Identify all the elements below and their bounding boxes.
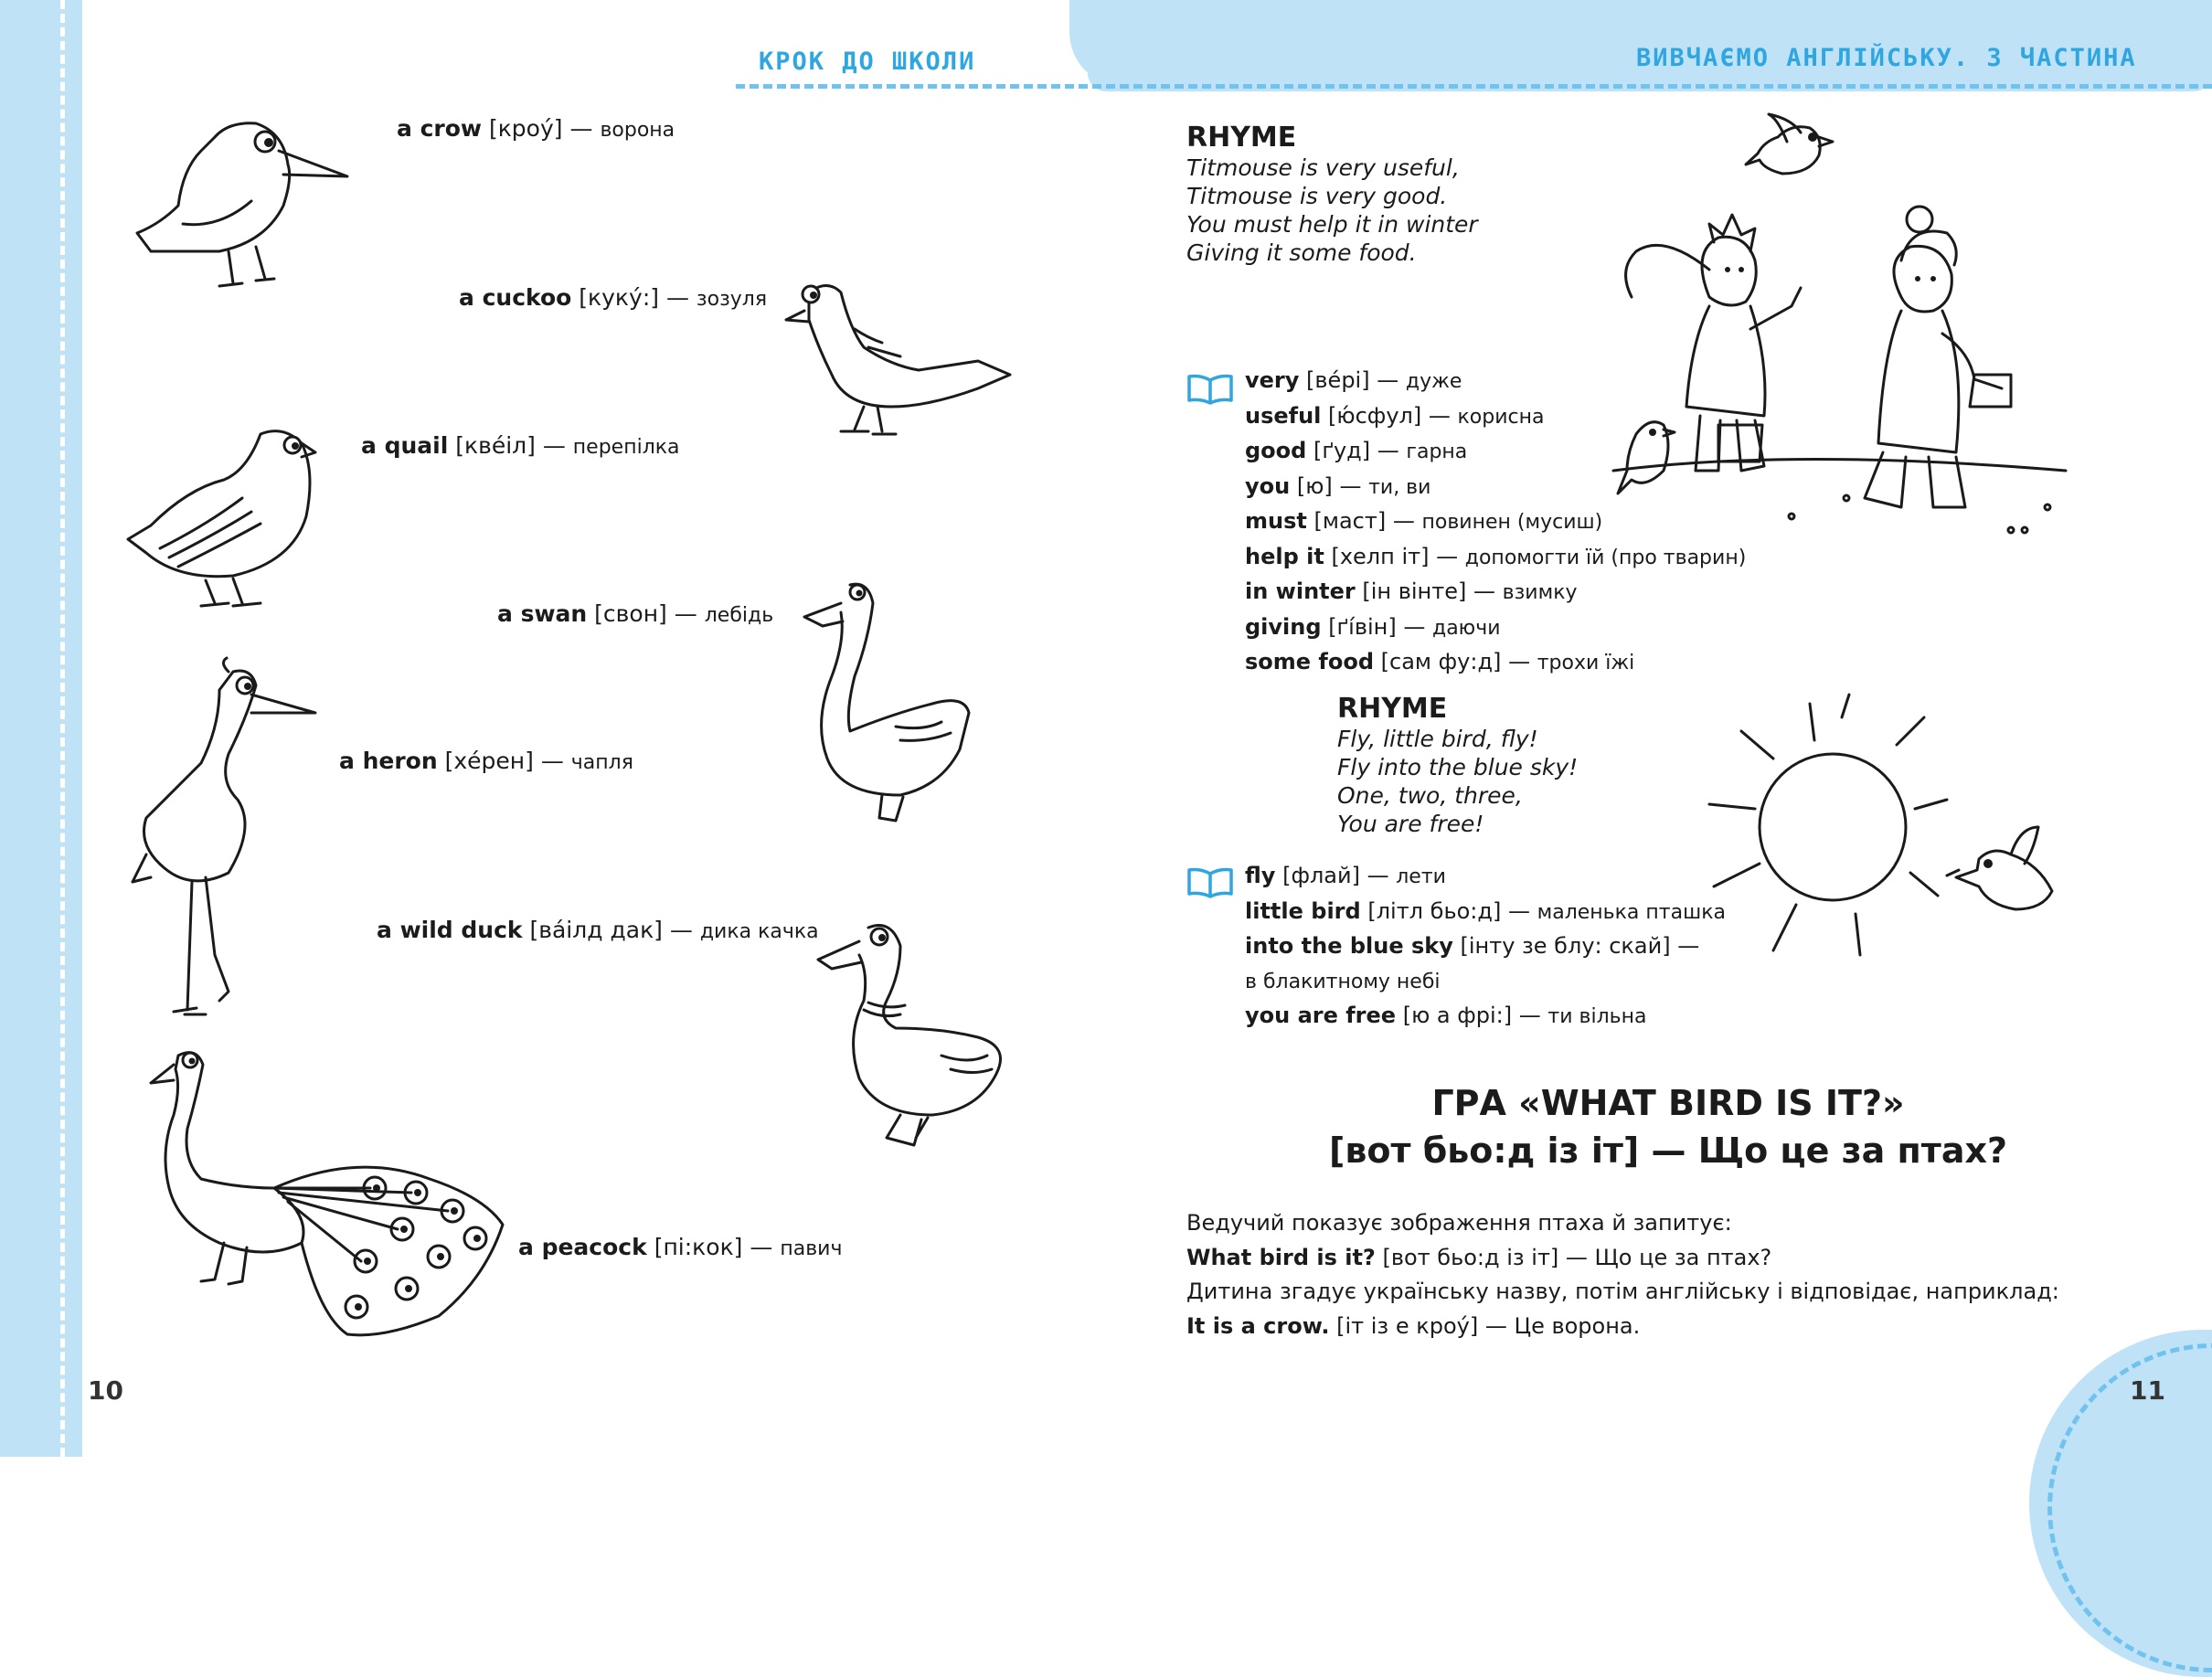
- rhyme1-line: You must help it in winter: [1186, 211, 1478, 238]
- vocab-item: [1245, 999, 1726, 1035]
- bird-transcription: [квéіл]: [455, 432, 536, 459]
- vocab-translation: маленька пташка: [1537, 900, 1726, 924]
- vocab-translation: в блакитному небі: [1245, 970, 1441, 993]
- bird-entry-wild-duck: [377, 917, 819, 943]
- rhyme2-text: [1337, 725, 1578, 838]
- vocab-transcription: [маст]: [1313, 508, 1387, 534]
- bird-entry-quail: [361, 432, 680, 459]
- dash: —: [1392, 508, 1415, 534]
- bird-word: a crow: [397, 115, 482, 142]
- vocab-translation: даючи: [1431, 616, 1501, 640]
- vocab-transcription: [ґуд]: [1313, 438, 1371, 463]
- swan-illustration: [795, 576, 978, 823]
- quail-illustration: [123, 416, 334, 608]
- game-line-4: [1186, 1310, 2059, 1344]
- vocab-transcription: [ю а фрі:]: [1402, 1003, 1513, 1028]
- bird-transcription: [свон]: [594, 600, 667, 627]
- bird-word: a peacock: [518, 1234, 647, 1260]
- vocab-word: good: [1245, 438, 1307, 463]
- dash: —: [1518, 1003, 1541, 1028]
- open-book-icon: [1186, 866, 1234, 899]
- vocab-word: you are free: [1245, 1003, 1397, 1028]
- left-border-decoration: [0, 0, 82, 1457]
- vocab-word: must: [1245, 508, 1307, 534]
- dash: —: [1473, 578, 1495, 604]
- vocab-item-continuation: [1245, 964, 1726, 1000]
- game-answer-translation: [іт із е кроу́] — Це ворона.: [1329, 1312, 1641, 1339]
- dash: —: [1436, 543, 1459, 569]
- game-subtitle: [вот бьо:д із іт] — Що це за птах?: [1328, 1130, 2008, 1171]
- vocab2-list: [1245, 859, 1726, 1035]
- game-title: ГРА «WHAT BIRD IS IT?»: [1431, 1083, 1905, 1123]
- vocab-item: [1245, 859, 1726, 895]
- dash: —: [1339, 472, 1362, 499]
- header-left-title: КРОК ДО ШКОЛИ: [759, 48, 976, 76]
- vocab-item: [1245, 895, 1726, 930]
- vocab-transcription: [інту зе блу: скай]: [1460, 933, 1671, 959]
- vocab-translation: повинен (мусиш): [1421, 511, 1603, 534]
- flying-bird-illustration: [1741, 110, 1842, 187]
- bird-word: a wild duck: [377, 917, 523, 943]
- vocab-word: into the blue sky: [1245, 933, 1453, 959]
- rhyme2-title: RHYME: [1337, 693, 1448, 725]
- dash: —: [669, 917, 693, 943]
- bird-transcription: [вáілд дак]: [529, 917, 663, 943]
- crow-illustration: [128, 114, 356, 297]
- rhyme1-line: Titmouse is very good.: [1186, 183, 1448, 209]
- bird-transcription: [кроу́]: [488, 115, 563, 142]
- vocab-word: very: [1245, 367, 1300, 393]
- dash: —: [542, 432, 566, 459]
- bird-word: a swan: [497, 600, 588, 627]
- vocab-word: giving: [1245, 613, 1322, 640]
- dash: —: [540, 748, 564, 774]
- rhyme1-text: [1186, 154, 1478, 267]
- bird-entry-peacock: [518, 1234, 842, 1260]
- vocab-translation: гарна: [1406, 440, 1468, 463]
- open-book-icon: [1186, 373, 1234, 406]
- bird-word: a quail: [361, 432, 449, 459]
- dash: —: [1507, 897, 1530, 924]
- vocab-word: some food: [1245, 649, 1375, 674]
- peacock-illustration: [137, 1042, 521, 1343]
- bird-translation: ворона: [600, 119, 675, 142]
- heron-illustration: [128, 663, 320, 1014]
- bird-translation: лебідь: [704, 604, 774, 627]
- vocab-transcription: [хелп іт]: [1331, 543, 1430, 569]
- top-dashed-line: [736, 84, 2212, 89]
- dash: —: [750, 1234, 773, 1260]
- cuckoo-illustration: [782, 274, 1019, 457]
- vocab-translation: ти вільна: [1547, 1005, 1647, 1028]
- bird-transcription: [куку́:]: [579, 284, 660, 311]
- dash: —: [1508, 649, 1531, 674]
- vocab-transcription: [сам фу:д]: [1380, 649, 1502, 674]
- wild-duck-illustration: [814, 918, 1015, 1147]
- vocab-transcription: [вéрі]: [1306, 367, 1370, 393]
- bird-translation: зозуля: [696, 288, 768, 311]
- rhyme1-line: Giving it some food.: [1186, 239, 1417, 266]
- sun-illustration: [1705, 690, 1951, 964]
- vocab-transcription: [ґíвін]: [1328, 613, 1397, 640]
- bird-entry-cuckoo: [459, 284, 767, 311]
- rhyme2-line: Fly into the blue sky!: [1337, 754, 1579, 780]
- bird-translation: перепілка: [572, 436, 680, 459]
- rhyme2-line: Fly, little bird, fly!: [1337, 726, 1538, 752]
- bird-translation: дика качка: [699, 920, 819, 943]
- game-line-2: [1186, 1241, 2059, 1276]
- vocab-translation: ти, ви: [1368, 475, 1431, 499]
- bird-entry-crow: [397, 115, 675, 142]
- bird-transcription: [пі:кок]: [654, 1234, 743, 1260]
- left-border-dashes: [60, 0, 65, 1457]
- game-question: What bird is it?: [1186, 1244, 1376, 1270]
- dash: —: [1403, 613, 1426, 640]
- page-number-left: 10: [88, 1375, 123, 1406]
- dash: —: [1428, 402, 1451, 429]
- vocab-translation: корисна: [1457, 405, 1545, 429]
- vocab-translation: лети: [1396, 865, 1446, 888]
- vocab-translation: трохи їжі: [1537, 652, 1635, 674]
- dash: —: [674, 600, 697, 627]
- header-right-title: ВИВЧАЄМО АНГЛІЙСЬКУ. 3 ЧАСТИНА: [1636, 44, 2137, 72]
- vocab-word: little bird: [1245, 897, 1361, 924]
- children-feeding-birds-illustration: [1609, 196, 2093, 544]
- dash: —: [665, 284, 689, 311]
- vocab-transcription: [ю]: [1296, 472, 1333, 499]
- vocab-item: [1245, 929, 1726, 964]
- vocab-word: in winter: [1245, 578, 1356, 604]
- vocab-item: [1245, 575, 1746, 610]
- bird-near-sun-illustration: [1951, 823, 2070, 918]
- page-number-right: 11: [2130, 1375, 2165, 1406]
- game-instructions: [1186, 1206, 2059, 1343]
- bird-word: a cuckoo: [459, 284, 572, 311]
- vocab-translation: взимку: [1502, 581, 1578, 604]
- vocab-item: [1245, 610, 1746, 646]
- dash: —: [1677, 933, 1700, 959]
- bird-transcription: [хéрен]: [444, 748, 534, 774]
- rhyme2-line: One, two, three,: [1337, 782, 1523, 809]
- vocab-translation: допомогти їй (про тварин): [1464, 546, 1747, 569]
- dash: —: [1367, 863, 1389, 888]
- rhyme1-line: Titmouse is very useful,: [1186, 154, 1460, 181]
- game-line-1: Ведучий показує зображення птаха й запитує:: [1186, 1210, 1732, 1236]
- bird-entry-swan: [497, 600, 773, 627]
- vocab-translation: дуже: [1405, 370, 1462, 393]
- vocab-word: help it: [1245, 543, 1324, 569]
- bird-translation: павич: [780, 1237, 843, 1260]
- rhyme2-line: You are free!: [1337, 811, 1484, 837]
- vocab-transcription: [ін вінте]: [1362, 578, 1467, 604]
- bird-entry-heron: [339, 748, 633, 774]
- game-answer: It is a crow.: [1186, 1312, 1330, 1339]
- vocab-word: fly: [1245, 863, 1276, 888]
- vocab-transcription: [літл бьо:д]: [1367, 897, 1502, 924]
- vocab-item: [1245, 645, 1746, 681]
- vocab-transcription: [ю́сфул]: [1328, 402, 1422, 429]
- dash: —: [569, 115, 593, 142]
- bird-word: a heron: [339, 748, 438, 774]
- dash: —: [1377, 367, 1399, 393]
- vocab-word: useful: [1245, 402, 1322, 429]
- rhyme1-title: RHYME: [1186, 122, 1297, 154]
- game-question-translation: [вот бьо:д із іт] — Що це за птах?: [1375, 1244, 1772, 1270]
- vocab-word: you: [1245, 472, 1291, 499]
- vocab-transcription: [флай]: [1282, 863, 1360, 888]
- dash: —: [1377, 438, 1399, 463]
- vocab-item: [1245, 540, 1746, 576]
- bird-translation: чапля: [570, 751, 633, 774]
- game-line-3: Дитина згадує українську назву, потім англійську і відповідає, наприклад:: [1186, 1279, 2059, 1304]
